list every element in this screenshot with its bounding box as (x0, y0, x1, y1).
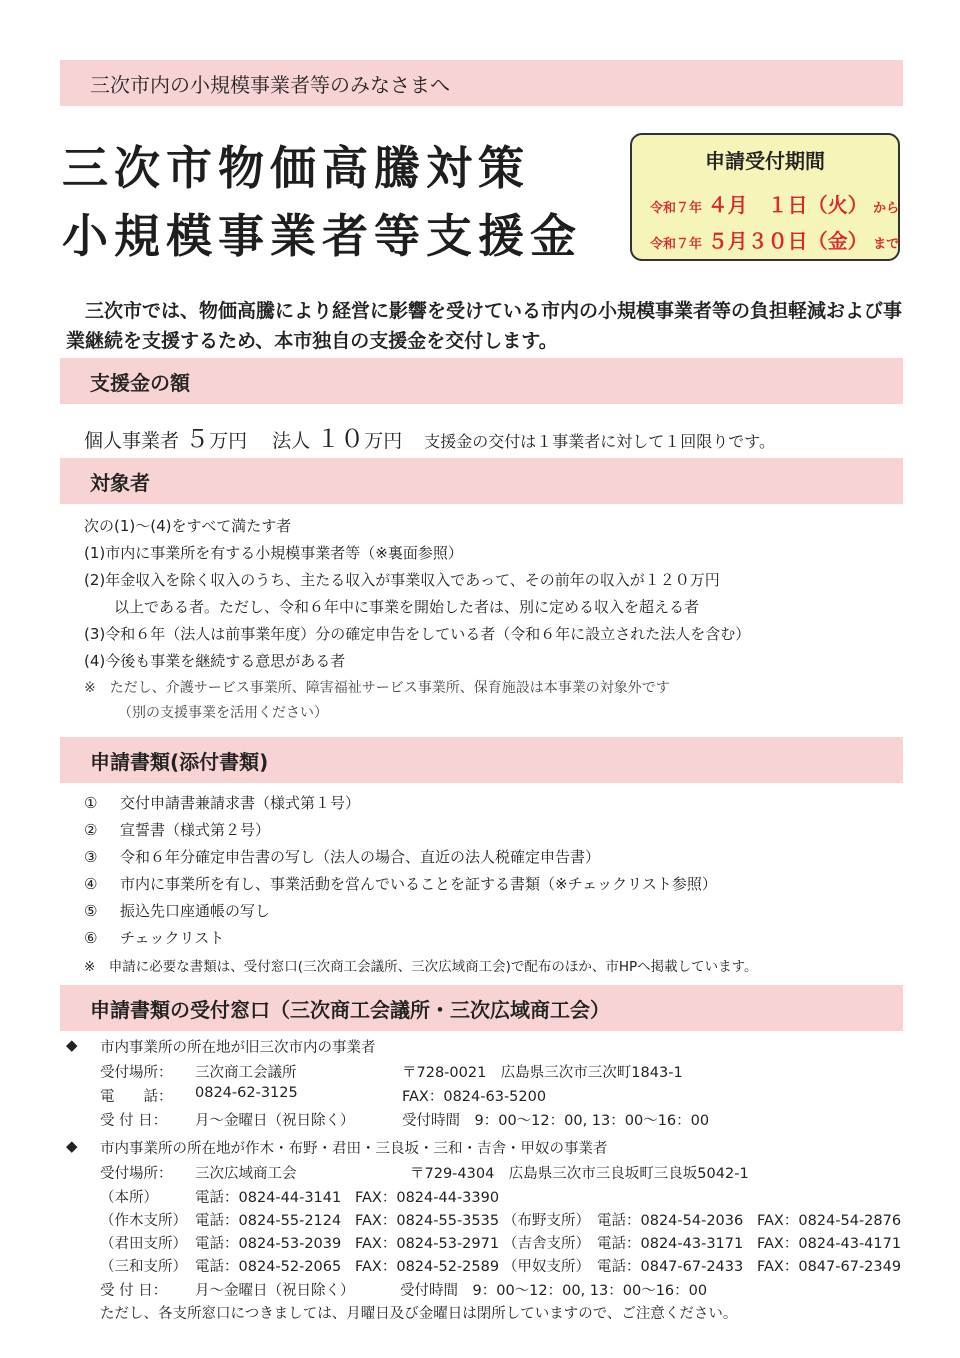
period-start-era: 令和７年 (650, 201, 703, 216)
diamond-bullet-icon: ◆ (66, 1137, 78, 1155)
target-exclusion-note-2: （別の支援事業を活用ください） (118, 705, 328, 721)
office-name: （作木支所） (100, 1213, 187, 1229)
doc-item-text: 振込先口座通帳の写し (120, 902, 271, 920)
period-label: 申請受付期間 (705, 149, 825, 173)
office-fax: FAX：0824-44-3390 (355, 1190, 500, 1206)
section-heading-docs-text: 申請書類(添付書類) (90, 749, 269, 774)
office-tel: 電話：0824-52-2065 (195, 1259, 342, 1275)
page-title-line1: 三次市物価高騰対策 (62, 141, 530, 195)
individual-unit: 万円 (209, 430, 248, 452)
doc-item-num: ③ (84, 848, 98, 866)
target-line: 次の(1)～(4)をすべて満たす者 (84, 517, 292, 535)
group-b-title: 市内事業所の所在地が作木・布野・君田・三良坂・三和・吉舎・甲奴の事業者 (100, 1141, 608, 1157)
period-end-era: 令和７年 (650, 237, 703, 252)
office-fax: FAX：0824-55-3535 (355, 1213, 500, 1229)
doc-item-text: チェックリスト (120, 929, 225, 947)
group-b-hours: 受付時間 9：00～12：00, 13：00～16：00 (400, 1283, 708, 1299)
amount-line (84, 419, 775, 454)
office-tel: 電話：0824-44-3141 (195, 1190, 342, 1206)
docs-note: ※ 申請に必要な書類は、受付窓口(三次商工会議所、三次広域商工会)で配布のほか、市HPへ掲載しています。 (84, 959, 758, 975)
individual-label: 個人事業者 (84, 430, 180, 452)
section-heading-target (60, 458, 903, 504)
group-a-title: 市内事業所の所在地が旧三次市内の事業者 (100, 1040, 376, 1056)
office-tel: 電話：0847-67-2433 (597, 1259, 744, 1275)
doc-item (84, 792, 360, 813)
target-line: (1)市内に事業所を有する小規模事業者等（※裏面参照） (84, 544, 463, 562)
doc-item-text: 令和６年分確定申告書の写し（法人の場合、直近の法人税確定申告書） (120, 848, 601, 866)
group-b-note: ただし、各支所窓口につきましては、月曜日及び金曜日は閉所していますので、ご注意ください。 (100, 1306, 738, 1322)
target-line: 以上である者。ただし、令和６年中に事業を開始した者は、別に定める収入を超える者 (114, 598, 700, 616)
group-a-days-label: 受 付 日： (100, 1113, 168, 1129)
period-end-date: ５月３０日（金） (707, 229, 868, 253)
group-a-tel: 0824-62-3125 (195, 1085, 298, 1101)
office-fax: FAX：0824-53-2971 (355, 1236, 500, 1252)
audience-banner-text: 三次市内の小規模事業者等のみなさまへ (90, 72, 450, 97)
doc-item (84, 900, 270, 921)
section-heading-window (60, 985, 903, 1031)
group-a-hours: 受付時間 9：00～12：00, 13：00～16：00 (402, 1113, 710, 1129)
group-b-place-label: 受付場所： (100, 1166, 173, 1182)
target-exclusion-note: ※ ただし、介護サービス事業所、障害福祉サービス事業所、保育施設は本事業の対象外です (84, 680, 670, 696)
period-start-suffix: から (873, 201, 900, 216)
doc-item-num: ④ (84, 875, 98, 893)
office-fax: FAX：0824-52-2589 (355, 1259, 500, 1275)
office-name: （甲奴支所） (503, 1259, 590, 1275)
amount-note: 支援金の交付は１事業者に対して１回限りです。 (424, 432, 775, 451)
doc-item-num: ② (84, 821, 98, 839)
corp-label: 法人 (272, 430, 311, 452)
group-a-address: 〒728-0021 広島県三次市三次町1843-1 (402, 1065, 683, 1081)
target-line: (2)年金収入を除く収入のうち、主たる収入が事業収入であって、その前年の収入が１２０万円 (84, 571, 720, 589)
group-b-place: 三次広域商工会 (195, 1166, 297, 1182)
section-heading-target-text: 対象者 (90, 470, 150, 495)
office-fax: FAX：0824-43-4171 (757, 1236, 902, 1252)
group-b-days: 月～金曜日（祝日除く） (195, 1283, 355, 1299)
section-heading-amount (60, 358, 903, 404)
intro-text: 三次市では、物価高騰により経営に影響を受けている市内の小規模事業者等の負担軽減および事業継続を支援するため、本市独自の支援金を交付します。 (66, 300, 903, 352)
page-title-line2: 小規模事業者等支援金 (62, 209, 582, 263)
section-heading-docs (60, 737, 903, 783)
group-a-fax: FAX：0824-63-5200 (402, 1089, 547, 1105)
section-heading-amount-text: 支援金の額 (90, 370, 190, 395)
period-start (650, 189, 899, 218)
doc-item-text: 宣誓書（様式第２号） (120, 821, 271, 839)
group-b-days-label: 受 付 日： (100, 1283, 168, 1299)
group-a-place: 三次商工会議所 (195, 1065, 297, 1081)
office-tel: 電話：0824-54-2036 (597, 1213, 744, 1229)
doc-item-num: ① (84, 794, 98, 812)
section-heading-window-text: 申請書類の受付窓口（三次商工会議所・三次広域商工会） (90, 997, 610, 1022)
period-start-date: ４月 １日（火） (707, 193, 868, 217)
group-b-address: 〒729-4304 広島県三次市三良坂町三良坂5042-1 (410, 1166, 749, 1182)
doc-item (84, 927, 224, 948)
group-a-tel-label: 電 話： (100, 1089, 173, 1105)
doc-item (84, 873, 717, 894)
doc-item (84, 819, 270, 840)
office-tel: 電話：0824-55-2124 (195, 1213, 342, 1229)
office-name: （布野支所） (503, 1213, 590, 1229)
doc-item-num: ⑤ (84, 902, 98, 920)
office-name: （君田支所） (100, 1236, 187, 1252)
target-line: (3)令和６年（法人は前事業年度）分の確定申告をしている者（令和６年に設立された法人を含む） (84, 625, 751, 643)
corp-value: １０ (316, 425, 365, 453)
period-end-suffix: まで (873, 237, 900, 252)
doc-item-num: ⑥ (84, 929, 98, 947)
intro-paragraph (66, 296, 906, 356)
office-tel: 電話：0824-53-2039 (195, 1236, 342, 1252)
target-line: (4)今後も事業を継続する意思がある者 (84, 652, 346, 670)
office-name: （吉舎支所） (503, 1236, 590, 1252)
individual-value: ５ (185, 425, 210, 453)
period-end (650, 225, 899, 254)
doc-item (84, 846, 600, 867)
application-period-box (630, 133, 900, 261)
corp-unit: 万円 (364, 430, 403, 452)
doc-item-text: 市内に事業所を有し、事業活動を営んでいることを証する書類（※チェックリスト参照） (120, 875, 717, 893)
office-fax: FAX：0847-67-2349 (757, 1259, 902, 1275)
audience-banner (60, 60, 903, 106)
group-a-place-label: 受付場所： (100, 1065, 173, 1081)
office-name: （三和支所） (100, 1259, 187, 1275)
group-a-days: 月～金曜日（祝日除く） (195, 1113, 355, 1129)
diamond-bullet-icon: ◆ (66, 1036, 78, 1054)
office-fax: FAX：0824-54-2876 (757, 1213, 902, 1229)
office-name: （本所） (100, 1190, 158, 1206)
office-tel: 電話：0824-43-3171 (597, 1236, 744, 1252)
doc-item-text: 交付申請書兼請求書（様式第１号） (120, 794, 361, 812)
